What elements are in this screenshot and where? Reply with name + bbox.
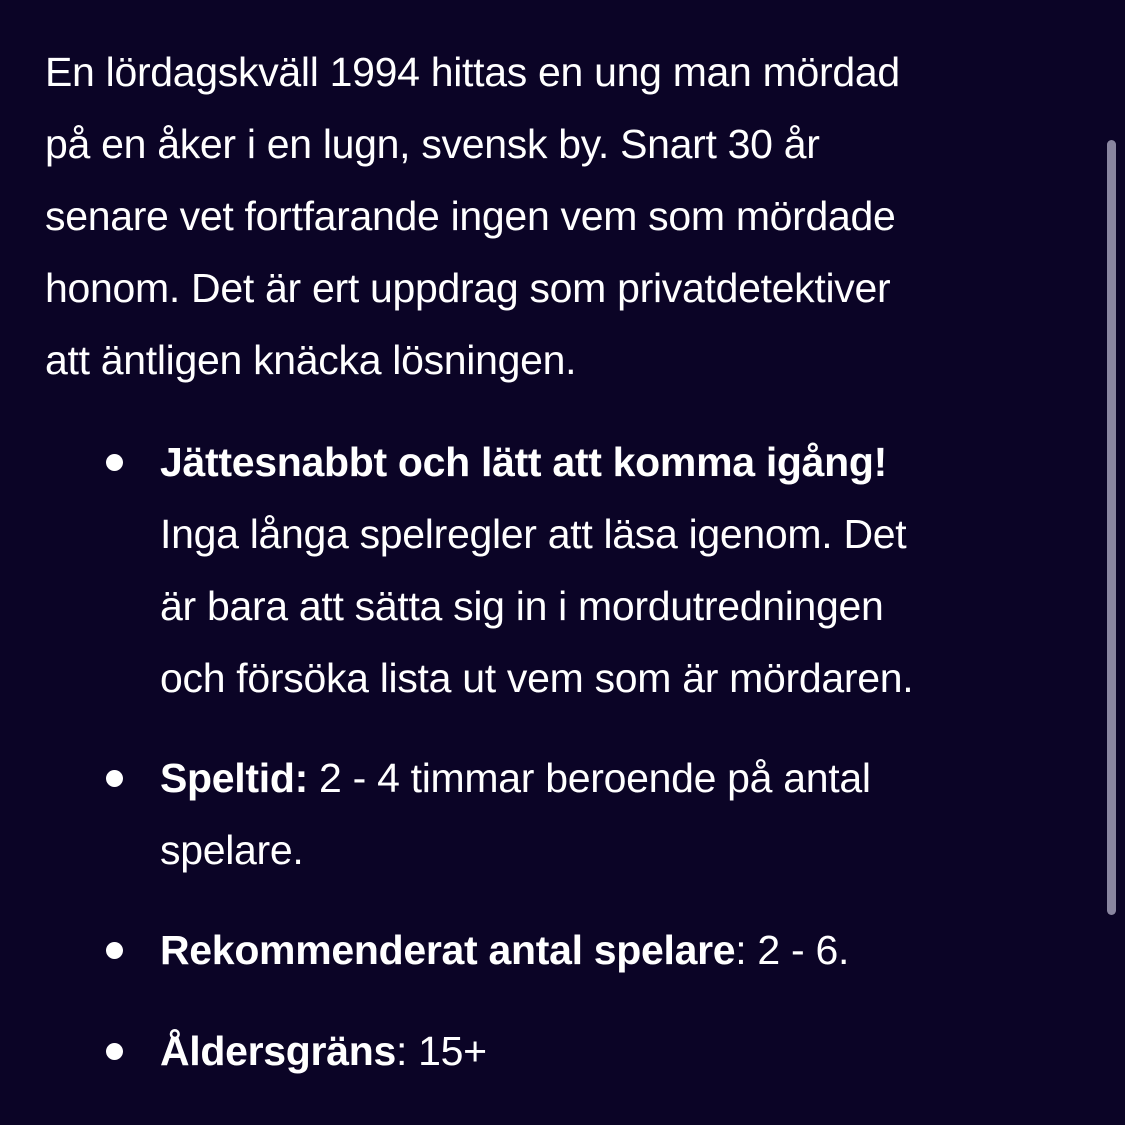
feature-title: Rekommenderat antal spelare bbox=[160, 927, 736, 973]
bullet-icon bbox=[106, 770, 123, 787]
feature-text: Inga långa spelregler att läsa igenom. Det bbox=[160, 511, 907, 557]
scrollbar[interactable] bbox=[1107, 140, 1116, 915]
feature-text: : 2 - 6. bbox=[735, 927, 850, 973]
paragraph-line: honom. Det är ert uppdrag som privatdetektiver bbox=[45, 265, 891, 311]
feature-title: Speltid: bbox=[160, 755, 308, 801]
feature-text: spelare. bbox=[160, 827, 304, 873]
paragraph-line: En lördagskväll 1994 hittas en ung man mördad bbox=[45, 49, 900, 95]
feature-title: Åldersgräns bbox=[160, 1028, 396, 1074]
feature-text: är bara att sätta sig in i mordutredningen bbox=[160, 583, 884, 629]
feature-text: 2 - 4 timmar beroende på antal bbox=[307, 755, 871, 801]
paragraph-line: på en åker i en lugn, svensk by. Snart 30 år bbox=[45, 121, 820, 167]
feature-text: : 15+ bbox=[395, 1028, 487, 1074]
bullet-icon bbox=[106, 454, 123, 471]
bullet-icon bbox=[106, 942, 123, 959]
feature-title: Jättesnabbt och lätt att komma igång! bbox=[160, 439, 888, 485]
paragraph-line: att äntligen knäcka lösningen. bbox=[45, 337, 577, 383]
bullet-icon bbox=[106, 1043, 123, 1060]
paragraph-line: senare vet fortfarande ingen vem som mördade bbox=[45, 193, 896, 239]
feature-text: och försöka lista ut vem som är mördaren. bbox=[160, 655, 914, 701]
